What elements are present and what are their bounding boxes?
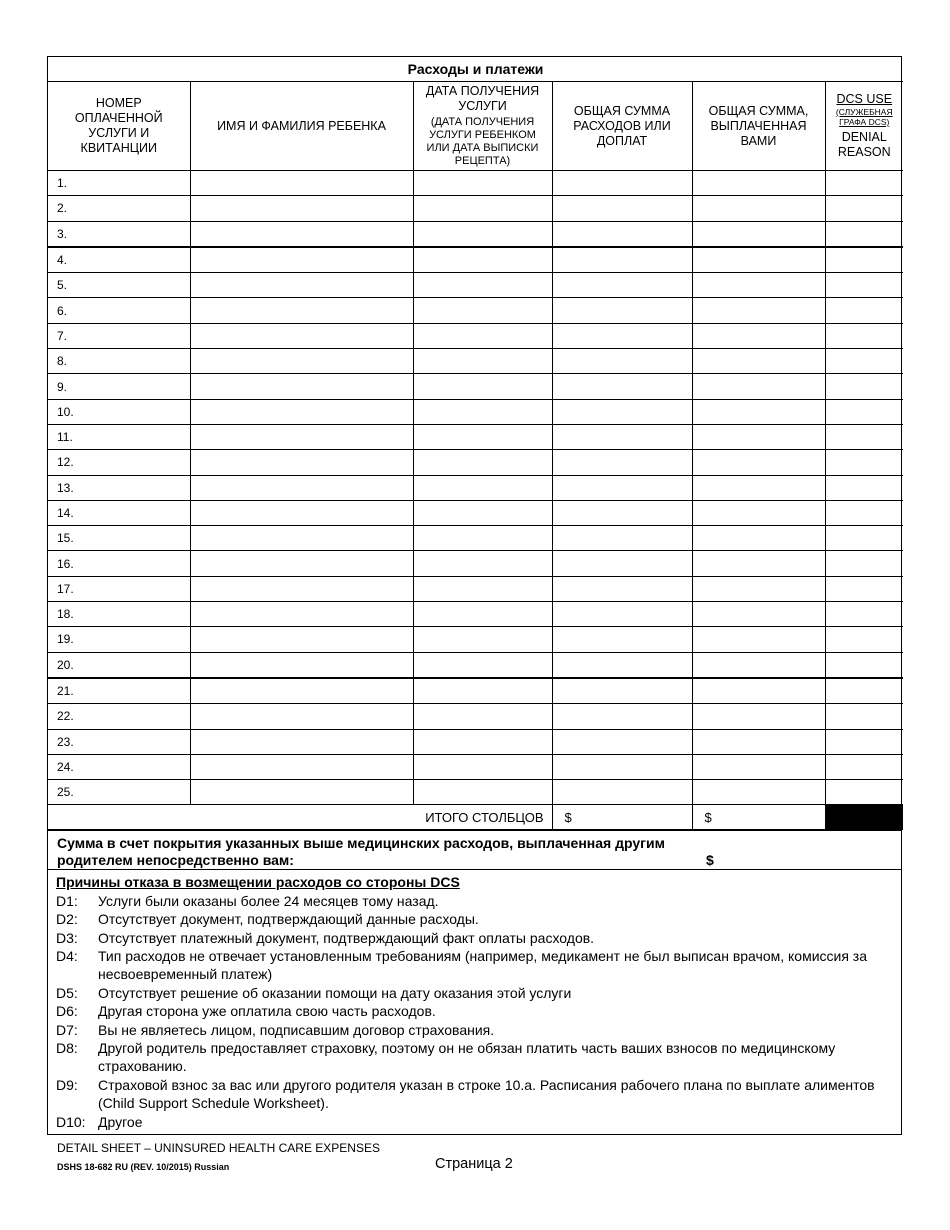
- total-paid-cell[interactable]: [692, 627, 825, 652]
- row-number: 1.: [48, 171, 190, 196]
- totals-row: [48, 805, 903, 830]
- total-paid-cell[interactable]: [692, 475, 825, 500]
- table-row: [48, 602, 903, 627]
- service-date-cell[interactable]: [413, 602, 552, 627]
- dcs-use-cell: [825, 576, 903, 601]
- total-expenses-cell[interactable]: [552, 323, 692, 348]
- header-total-expenses: ОБЩАЯ СУММА РАСХОДОВ ИЛИ ДОПЛАТ: [552, 82, 692, 171]
- service-date-cell[interactable]: [413, 551, 552, 576]
- row-number: 5.: [48, 273, 190, 298]
- dcs-use-cell: [825, 627, 903, 652]
- total-expenses-cell[interactable]: [552, 221, 692, 247]
- total-expenses-cell[interactable]: [552, 399, 692, 424]
- row-number: 19.: [48, 627, 190, 652]
- table-row: [48, 500, 903, 525]
- denial-reason-code: D5:: [56, 984, 78, 1001]
- dcs-use-cell: [825, 273, 903, 298]
- child-name-cell[interactable]: [190, 349, 413, 374]
- total-expenses-cell[interactable]: [552, 704, 692, 729]
- denial-reason-text: Вы не являетесь лицом, подписавшим договор страхования.: [98, 1021, 495, 1038]
- row-number: 16.: [48, 551, 190, 576]
- service-date-cell[interactable]: [413, 399, 552, 424]
- total-expenses-cell[interactable]: [552, 424, 692, 449]
- dcs-use-cell: [825, 450, 903, 475]
- child-name-cell[interactable]: [190, 678, 413, 704]
- row-number: 6.: [48, 298, 190, 323]
- dcs-use-cell: [825, 475, 903, 500]
- total-paid-cell[interactable]: [692, 196, 825, 221]
- table-row: [48, 399, 903, 424]
- service-date-cell[interactable]: [413, 576, 552, 601]
- denial-reason-item: [56, 1002, 893, 1020]
- service-date-cell[interactable]: [413, 754, 552, 779]
- total-expenses-cell[interactable]: [552, 576, 692, 601]
- denial-reason-label: DENIAL REASON: [837, 130, 891, 159]
- denial-reasons: [48, 869, 901, 1134]
- total-expenses-field[interactable]: $: [552, 805, 692, 830]
- footer-page-number: Страница 2: [435, 1156, 513, 1172]
- total-expenses-cell[interactable]: [552, 780, 692, 805]
- child-name-cell[interactable]: [190, 500, 413, 525]
- dcs-use-cell: [825, 780, 903, 805]
- denial-reason-item: [56, 1076, 893, 1113]
- total-expenses-cell[interactable]: [552, 551, 692, 576]
- total-expenses-cell[interactable]: [552, 678, 692, 704]
- child-name-cell[interactable]: [190, 780, 413, 805]
- row-number: 11.: [48, 424, 190, 449]
- total-expenses-cell[interactable]: [552, 171, 692, 196]
- denial-reason-item: [56, 1113, 893, 1131]
- service-date-cell[interactable]: [413, 273, 552, 298]
- table-title: Расходы и платежи: [48, 57, 903, 82]
- dcs-use-cell: [825, 602, 903, 627]
- dcs-use-cell: [825, 500, 903, 525]
- row-number: 18.: [48, 602, 190, 627]
- child-name-cell[interactable]: [190, 247, 413, 273]
- denial-reason-code: D1:: [56, 892, 78, 909]
- row-number: 2.: [48, 196, 190, 221]
- dcs-use-label: DCS USE: [836, 92, 893, 106]
- service-date-cell[interactable]: [413, 704, 552, 729]
- table-row: [48, 323, 903, 348]
- total-paid-cell[interactable]: [692, 500, 825, 525]
- total-expenses-cell[interactable]: [552, 652, 692, 678]
- table-row: [48, 298, 903, 323]
- paid-by-other-parent: [48, 830, 901, 869]
- dcs-use-cell: [825, 196, 903, 221]
- total-paid-cell[interactable]: [692, 652, 825, 678]
- footer-form-code: DSHS 18-682 RU (REV. 10/2015) Russian: [57, 1162, 230, 1172]
- dcs-use-cell: [825, 374, 903, 399]
- row-number: 14.: [48, 500, 190, 525]
- total-expenses-cell[interactable]: [552, 627, 692, 652]
- child-name-cell[interactable]: [190, 273, 413, 298]
- header-service-date: ДАТА ПОЛУЧЕНИЯ УСЛУГИ (ДАТА ПОЛУЧЕНИЯ УСЛУГИ РЕБЕНКОМ ИЛИ ДАТА ВЫПИСКИ РЕЦЕПТА): [413, 82, 552, 171]
- dcs-use-cell: [825, 171, 903, 196]
- total-paid-cell[interactable]: [692, 780, 825, 805]
- dcs-use-cell: [825, 298, 903, 323]
- total-expenses-cell[interactable]: [552, 754, 692, 779]
- child-name-cell[interactable]: [190, 551, 413, 576]
- service-date-cell[interactable]: [413, 221, 552, 247]
- header-dcs-use: [825, 82, 903, 171]
- total-paid-cell[interactable]: [692, 349, 825, 374]
- denial-reason-text: Отсутствует платежный документ, подтверждающий факт оплаты расходов.: [98, 929, 595, 946]
- service-date-cell[interactable]: [413, 374, 552, 399]
- child-name-cell[interactable]: [190, 450, 413, 475]
- total-expenses-cell[interactable]: [552, 729, 692, 754]
- child-name-cell[interactable]: [190, 576, 413, 601]
- dcs-use-cell: [825, 551, 903, 576]
- denial-reason-item: [56, 947, 893, 984]
- dcs-use-cell: [825, 526, 903, 551]
- child-name-cell[interactable]: [190, 602, 413, 627]
- denial-reason-code: D6:: [56, 1003, 78, 1020]
- child-name-cell[interactable]: [190, 196, 413, 221]
- denial-reason-item: [56, 892, 893, 910]
- total-paid-cell[interactable]: [692, 551, 825, 576]
- child-name-cell[interactable]: [190, 298, 413, 323]
- row-number: 21.: [48, 678, 190, 704]
- denial-reason-text: Отсутствует документ, подтверждающий данные расходы.: [98, 911, 479, 928]
- service-date-cell[interactable]: [413, 475, 552, 500]
- row-number: 20.: [48, 652, 190, 678]
- table-row: [48, 780, 903, 805]
- denial-reasons-title: Причины отказа в возмещении расходов со стороны DCS: [56, 874, 460, 891]
- service-date-cell[interactable]: [413, 349, 552, 374]
- total-paid-cell[interactable]: [692, 323, 825, 348]
- row-number: 15.: [48, 526, 190, 551]
- denial-reason-text: Отсутствует решение об оказании помощи на дату оказания этой услуги: [98, 984, 572, 1001]
- dcs-use-cell: [825, 424, 903, 449]
- table-row: [48, 475, 903, 500]
- child-name-cell[interactable]: [190, 424, 413, 449]
- service-date-cell[interactable]: [413, 678, 552, 704]
- dcs-use-cell: [825, 349, 903, 374]
- dcs-use-cell: [825, 704, 903, 729]
- service-date-cell[interactable]: [413, 780, 552, 805]
- expense-rows: [48, 171, 903, 805]
- total-paid-cell[interactable]: [692, 298, 825, 323]
- service-date-cell[interactable]: [413, 171, 552, 196]
- service-date-cell[interactable]: [413, 196, 552, 221]
- total-paid-cell[interactable]: [692, 221, 825, 247]
- table-row: [48, 627, 903, 652]
- table-row: [48, 678, 903, 704]
- row-number: 22.: [48, 704, 190, 729]
- child-name-cell[interactable]: [190, 221, 413, 247]
- row-number: 3.: [48, 221, 190, 247]
- denial-reason-code: D2:: [56, 911, 78, 928]
- paid-by-other-amount-field[interactable]: $: [706, 852, 714, 869]
- row-number: 13.: [48, 475, 190, 500]
- total-paid-cell[interactable]: [692, 374, 825, 399]
- total-paid-cell[interactable]: [692, 576, 825, 601]
- total-paid-cell[interactable]: [692, 273, 825, 298]
- denial-reason-text: Другая сторона уже оплатила свою часть расходов.: [98, 1003, 436, 1020]
- denial-reason-item: [56, 1039, 893, 1076]
- total-expenses-cell[interactable]: [552, 273, 692, 298]
- dcs-use-cell: [825, 729, 903, 754]
- row-number: 4.: [48, 247, 190, 273]
- total-paid-cell[interactable]: [692, 754, 825, 779]
- child-name-cell[interactable]: [190, 627, 413, 652]
- denial-reason-text: Страховой взнос за вас или другого родителя указан в строке 10.a. Расписания рабочего плана по выплате алиментов (Child Support Schedule Worksheet).: [98, 1076, 875, 1112]
- denial-reason-text: Другой родитель предоставляет страховку, поэтому он не обязан платить часть ваших взносов по медицинскому страхованию.: [98, 1040, 836, 1075]
- total-paid-cell[interactable]: [692, 247, 825, 273]
- child-name-cell[interactable]: [190, 323, 413, 348]
- dcs-use-cell: [825, 247, 903, 273]
- total-paid-cell[interactable]: [692, 526, 825, 551]
- denial-reason-text: Тип расходов не отвечает установленным требованиям (например, медикамент не был выписан врачом, комиссия за несвоевременный платеж): [98, 948, 868, 983]
- row-number: 9.: [48, 374, 190, 399]
- table-row: [48, 450, 903, 475]
- dcs-use-cell: [825, 678, 903, 704]
- paid-by-other-text: Сумма в счет покрытия указанных выше медицинских расходов, выплаченная другим родителем непосредственно вам:: [57, 835, 665, 869]
- dcs-use-note: (СЛУЖЕБНАЯ ГРАФА DCS): [835, 107, 893, 127]
- dcs-use-cell: [825, 399, 903, 424]
- child-name-cell[interactable]: [190, 526, 413, 551]
- child-name-cell[interactable]: [190, 475, 413, 500]
- denial-reasons-list: [56, 892, 893, 1131]
- child-name-cell[interactable]: [190, 399, 413, 424]
- row-number: 12.: [48, 450, 190, 475]
- total-paid-field[interactable]: $: [692, 805, 825, 830]
- header-service-date-note: (ДАТА ПОЛУЧЕНИЯ УСЛУГИ РЕБЕНКОМ ИЛИ ДАТА ВЫПИСКИ РЕЦЕПТА): [426, 116, 539, 167]
- denial-reason-code: D7:: [56, 1021, 78, 1038]
- total-expenses-cell[interactable]: [552, 247, 692, 273]
- table-row: [48, 221, 903, 247]
- total-paid-cell[interactable]: [692, 729, 825, 754]
- table-row: [48, 551, 903, 576]
- denial-reason-code: D4:: [56, 948, 78, 965]
- service-date-cell[interactable]: [413, 729, 552, 754]
- child-name-cell[interactable]: [190, 754, 413, 779]
- total-paid-cell[interactable]: [692, 171, 825, 196]
- row-number: 24.: [48, 754, 190, 779]
- table-row: [48, 247, 903, 273]
- service-date-cell[interactable]: [413, 500, 552, 525]
- total-expenses-cell[interactable]: [552, 475, 692, 500]
- denial-reason-code: D9:: [56, 1076, 78, 1093]
- total-paid-cell[interactable]: [692, 399, 825, 424]
- denial-reason-item: [56, 929, 893, 947]
- table-row: [48, 171, 903, 196]
- child-name-cell[interactable]: [190, 374, 413, 399]
- service-date-cell[interactable]: [413, 450, 552, 475]
- row-number: 10.: [48, 399, 190, 424]
- table-row: [48, 754, 903, 779]
- dcs-use-cell: [825, 754, 903, 779]
- expenses-table: [48, 57, 903, 830]
- table-row: [48, 374, 903, 399]
- total-paid-cell[interactable]: [692, 424, 825, 449]
- row-number: 8.: [48, 349, 190, 374]
- total-expenses-cell[interactable]: [552, 349, 692, 374]
- totals-label: ИТОГО СТОЛБЦОВ: [48, 805, 552, 830]
- dcs-total-blackout: [825, 805, 903, 830]
- child-name-cell[interactable]: [190, 171, 413, 196]
- row-number: 7.: [48, 323, 190, 348]
- total-paid-cell[interactable]: [692, 602, 825, 627]
- service-date-cell[interactable]: [413, 652, 552, 678]
- table-row: [48, 576, 903, 601]
- table-row: [48, 273, 903, 298]
- dcs-use-cell: [825, 221, 903, 247]
- row-number: 25.: [48, 780, 190, 805]
- table-row: [48, 526, 903, 551]
- service-date-cell[interactable]: [413, 526, 552, 551]
- child-name-cell[interactable]: [190, 729, 413, 754]
- table-row: [48, 729, 903, 754]
- service-date-cell[interactable]: [413, 627, 552, 652]
- row-number: 17.: [48, 576, 190, 601]
- total-paid-cell[interactable]: [692, 704, 825, 729]
- total-paid-cell[interactable]: [692, 678, 825, 704]
- denial-reason-item: [56, 910, 893, 928]
- total-paid-cell[interactable]: [692, 450, 825, 475]
- total-expenses-cell[interactable]: [552, 196, 692, 221]
- denial-reason-item: [56, 1021, 893, 1039]
- child-name-cell[interactable]: [190, 704, 413, 729]
- dcs-use-cell: [825, 323, 903, 348]
- dcs-use-cell: [825, 652, 903, 678]
- child-name-cell[interactable]: [190, 652, 413, 678]
- denial-reason-code: D10:: [56, 1113, 86, 1130]
- table-row: [48, 196, 903, 221]
- denial-reason-text: Услуги были оказаны более 24 месяцев тому назад.: [98, 892, 439, 909]
- total-expenses-cell[interactable]: [552, 526, 692, 551]
- table-row: [48, 349, 903, 374]
- total-expenses-cell[interactable]: [552, 602, 692, 627]
- header-service-number: НОМЕР ОПЛАЧЕННОЙ УСЛУГИ И КВИТАНЦИИ: [48, 82, 190, 171]
- table-row: [48, 704, 903, 729]
- header-child-name: ИМЯ И ФАМИЛИЯ РЕБЕНКА: [190, 82, 413, 171]
- service-date-cell[interactable]: [413, 298, 552, 323]
- table-row: [48, 424, 903, 449]
- service-date-cell[interactable]: [413, 247, 552, 273]
- denial-reason-text: Другое: [98, 1113, 143, 1130]
- service-date-cell[interactable]: [413, 424, 552, 449]
- denial-reason-item: [56, 984, 893, 1002]
- denial-reason-code: D3:: [56, 929, 78, 946]
- denial-reason-code: D8:: [56, 1040, 78, 1057]
- total-expenses-cell[interactable]: [552, 298, 692, 323]
- service-date-cell[interactable]: [413, 323, 552, 348]
- header-total-paid: ОБЩАЯ СУММА, ВЫПЛАЧЕННАЯ ВАМИ: [692, 82, 825, 171]
- footer-title: DETAIL SHEET – UNINSURED HEALTH CARE EXPENSES: [57, 1141, 380, 1155]
- row-number: 23.: [48, 729, 190, 754]
- table-row: [48, 652, 903, 678]
- total-expenses-cell[interactable]: [552, 450, 692, 475]
- total-expenses-cell[interactable]: [552, 500, 692, 525]
- total-expenses-cell[interactable]: [552, 374, 692, 399]
- expenses-sheet: [47, 56, 902, 1135]
